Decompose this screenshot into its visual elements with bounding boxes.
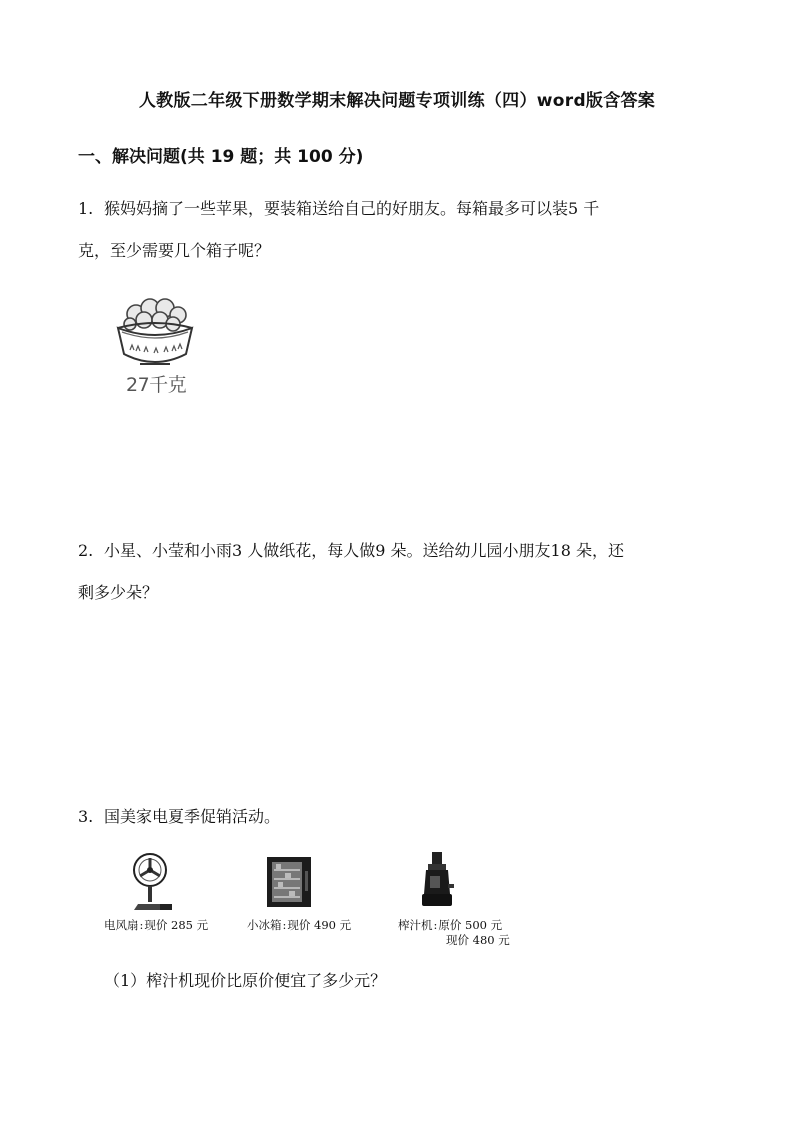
juicer-icon (418, 850, 458, 910)
basket-weight-label: 27千克 (126, 374, 187, 396)
section-heading: 一、解决问题(共 19 题；共 100 分) (78, 147, 364, 167)
electric-fan-icon (130, 852, 176, 912)
product-name: 榨汁机 (398, 918, 433, 932)
product-price: 现价 285 元 (144, 918, 209, 932)
product-name: 小冰箱 (247, 918, 282, 932)
product-caption-juicer: 榨汁机:原价 500 元 (398, 918, 503, 932)
question-number: 3. (78, 807, 94, 826)
product-price-current-juicer: 现价 480 元 (446, 933, 510, 947)
product-caption-fan: 电风扇:现价 285 元 (104, 918, 209, 932)
question-text-line1: 猴妈妈摘了一些苹果，要装箱送给自己的好朋友。每箱最多可以装5 千 (104, 199, 600, 218)
document-title: 人教版二年级下册数学期末解决问题专项训练（四）word版含答案 (138, 91, 656, 111)
product-price: 现价 490 元 (287, 918, 352, 932)
question-number: 1. (78, 199, 94, 218)
question-2 (78, 530, 718, 614)
question-1 (78, 188, 718, 272)
product-price: 原价 500 元 (438, 918, 503, 932)
question-text-line1: 小星、小莹和小雨3 人做纸花，每人做9 朵。送给幼儿园小朋友18 朵，还 (104, 541, 624, 560)
product-caption-fridge: 小冰箱:现价 490 元 (247, 918, 352, 932)
mini-fridge-icon (265, 855, 315, 910)
question-text-line2: 克，至少需要几个箱子呢？ (78, 241, 271, 260)
question-text-line1: 国美家电夏季促销活动。 (104, 807, 281, 826)
question-3-sub-1: （1）榨汁机现价比原价便宜了多少元？ (104, 971, 387, 990)
question-text-line2: 剩多少朵？ (78, 583, 159, 602)
question-3 (78, 796, 718, 838)
question-number: 2. (78, 541, 94, 560)
product-name: 电风扇 (104, 918, 139, 932)
